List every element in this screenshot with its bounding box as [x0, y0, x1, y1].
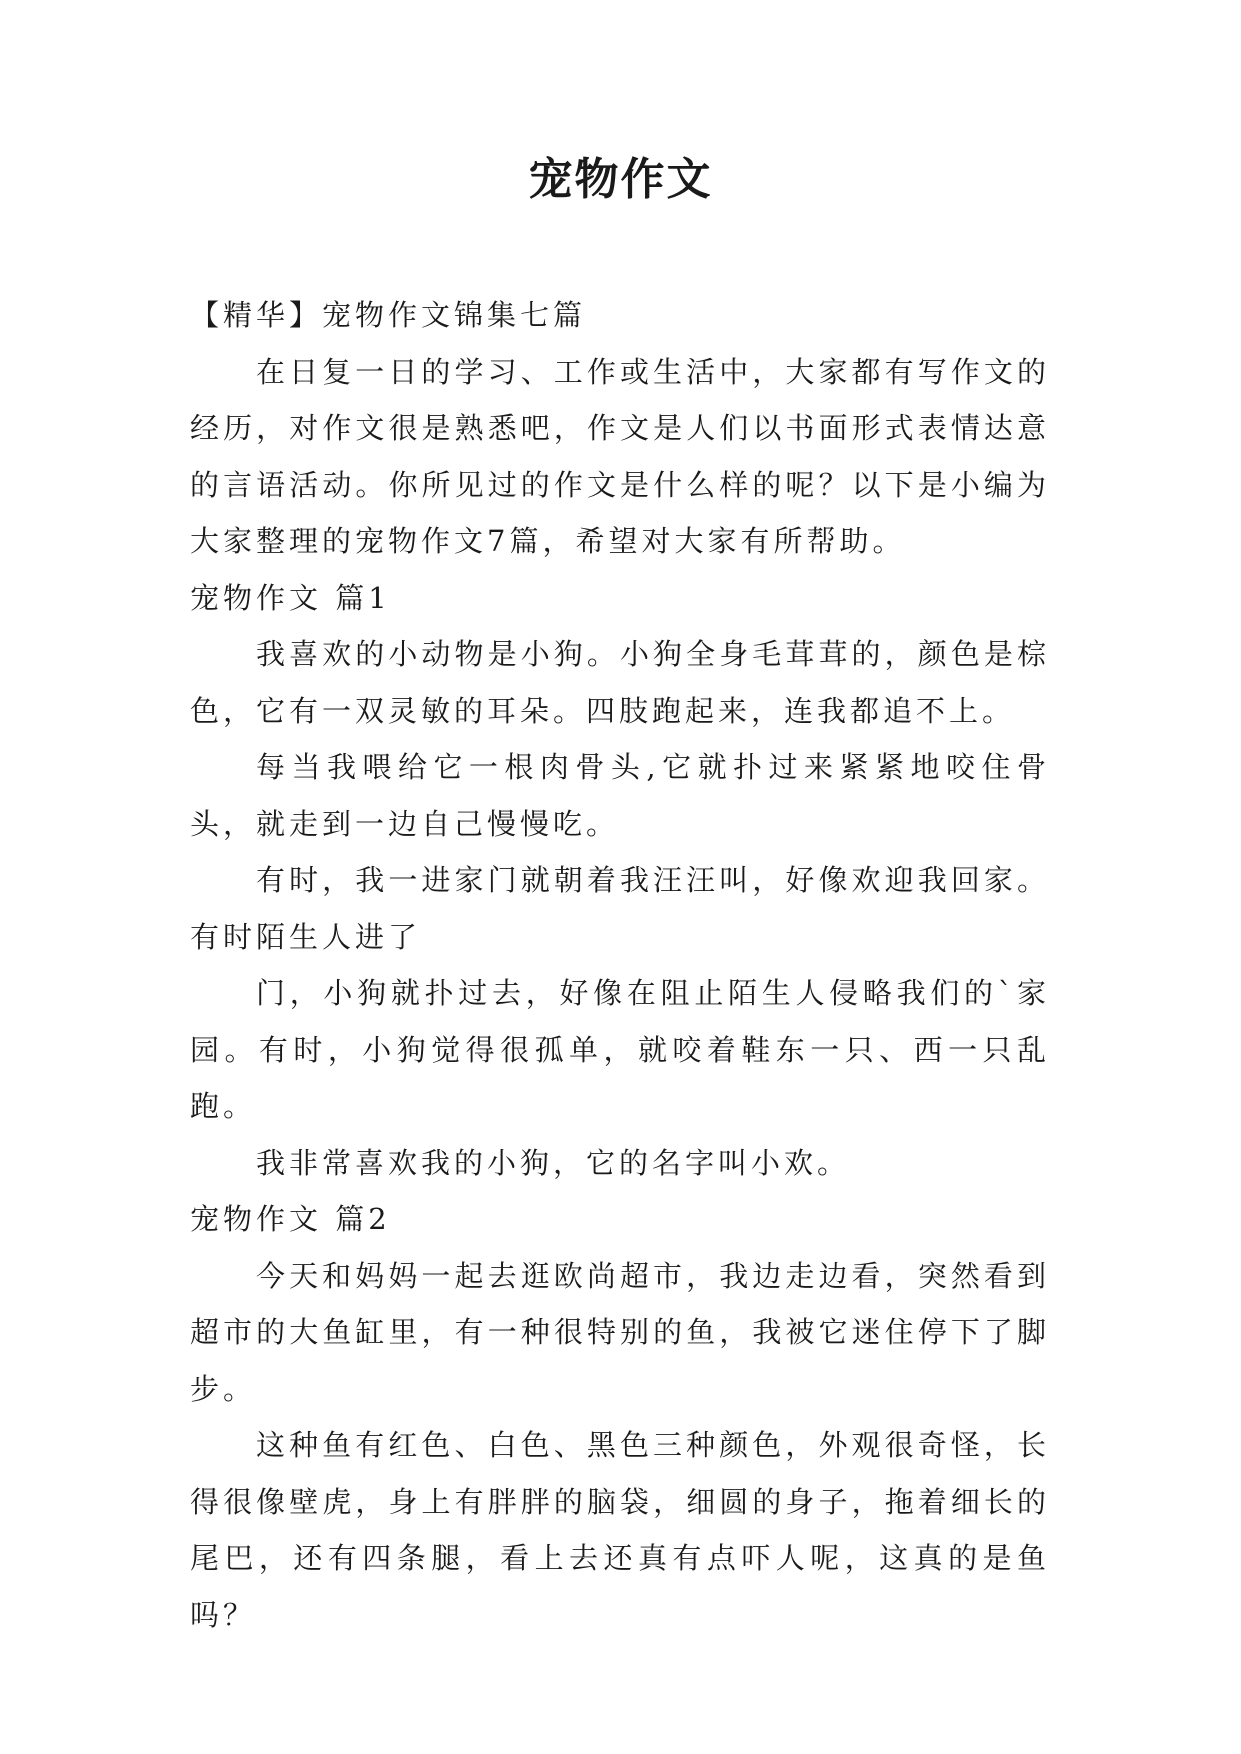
document-title: 宠物作文	[528, 154, 713, 205]
paragraph: 每当我喂给它一根肉骨头,它就扑过来紧紧地咬住骨头，就走到一边自己慢慢吃。	[190, 750, 1050, 841]
section-heading-1: 宠物作文 篇1	[190, 580, 391, 615]
paragraph: 有时，我一进家门就朝着我汪汪叫，好像欢迎我回家。有时陌生人进了	[190, 863, 1050, 954]
intro-paragraph: 在日复一日的学习、工作或生活中，大家都有写作文的经历，对作文很是熟悉吧，作文是人们以书面形式表情达意的言语活动。你所见过的作文是什么样的呢？以下是小编为大家整理的宠物作文7篇，希望对大家有所帮助。	[190, 354, 1050, 558]
paragraph: 这种鱼有红色、白色、黑色三种颜色，外观很奇怪，长得很像壁虎，身上有胖胖的脑袋，细圆的身子，拖着细长的尾巴，还有四条腿，看上去还真有点吓人呢，这真的是鱼吗？	[190, 1428, 1050, 1632]
paragraph: 我非常喜欢我的小狗，它的名字叫小欢。	[256, 1145, 851, 1180]
document-subtitle: 【精华】宠物作文锦集七篇	[190, 298, 587, 332]
document-body	[190, 287, 1050, 1643]
paragraph: 我喜欢的小动物是小狗。小狗全身毛茸茸的，颜色是棕色，它有一双灵敏的耳朵。四肢跑起来，连我都追不上。	[190, 637, 1050, 728]
paragraph: 今天和妈妈一起去逛欧尚超市，我边走边看，突然看到超市的大鱼缸里，有一种很特别的鱼，我被它迷住停下了脚步。	[190, 1258, 1050, 1406]
paragraph: 门，小狗就扑过去，好像在阻止陌生人侵略我们的`家园。有时，小狗觉得很孤单，就咬着鞋东一只、西一只乱跑。	[190, 976, 1050, 1123]
section-heading-2: 宠物作文 篇2	[190, 1202, 391, 1236]
